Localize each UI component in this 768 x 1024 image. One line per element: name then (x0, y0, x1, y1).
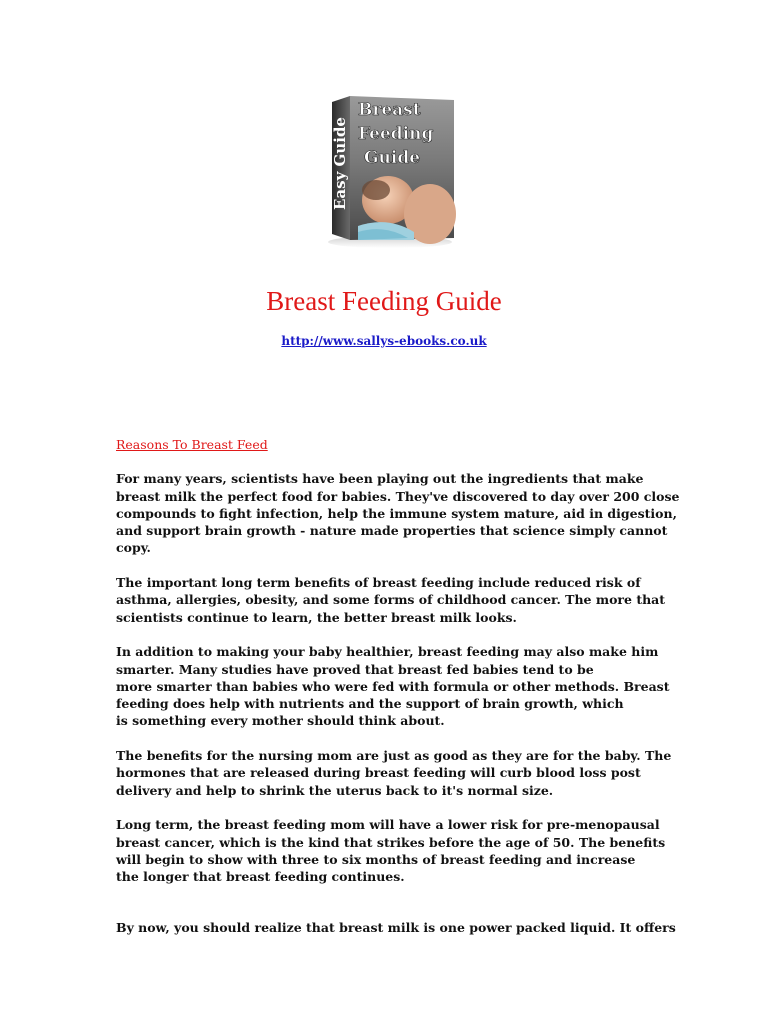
paragraph-line: smarter. Many studies have proved that breast fed babies tend to be (116, 661, 594, 677)
paragraph (116, 574, 676, 626)
paragraph-line: will begin to show with three to six months of breast feeding and increase (116, 851, 636, 867)
paragraphs (116, 470, 680, 936)
paragraph-line: In addition to making your baby healthier, breast feeding may also make him (116, 644, 659, 660)
paragraph-line: the longer that breast feeding continues. (116, 869, 405, 885)
paragraph (116, 919, 676, 936)
svg-text:Breast: Breast (358, 100, 421, 120)
paragraph-line: compounds to fight infection, help the immune system mature, aid in digestion, (116, 505, 677, 521)
website-link-container (0, 333, 768, 349)
paragraph (116, 470, 680, 556)
svg-text:Feeding: Feeding (358, 124, 434, 144)
paragraph-line: feeding does help with nutrients and the support of brain growth, which (116, 696, 624, 712)
svg-text:Easy Guide: Easy Guide (331, 117, 349, 210)
paragraph-line: delivery and help to shrink the uterus back to it's normal size. (116, 782, 554, 798)
paragraph-line: Long term, the breast feeding mom will have a lower risk for pre-menopausal (116, 817, 660, 833)
paragraph-line: scientists continue to learn, the better breast milk looks. (116, 609, 517, 625)
paragraph-line: is something every mother should think about. (116, 713, 445, 729)
section-heading: Reasons To Breast Feed (116, 437, 268, 452)
paragraph-line: more smarter than babies who were fed with formula or other methods. Breast (116, 678, 670, 694)
paragraph (116, 747, 676, 799)
paragraph-line: hormones that are released during breast feeding will curb blood loss post (116, 765, 641, 781)
ebook-cover-image (318, 92, 458, 252)
document-title: Breast Feeding Guide (266, 286, 502, 316)
paragraph-line: By now, you should realize that breast milk is one power packed liquid. It offers (116, 920, 676, 936)
paragraph (116, 816, 676, 885)
paragraph-line: breast cancer, which is the kind that strikes before the age of 50. The benefits (116, 834, 666, 850)
paragraph (116, 643, 676, 729)
paragraph-line: breast milk the perfect food for babies. They've discovered to day over 200 close (116, 488, 680, 504)
svg-text:Guide: Guide (364, 148, 421, 168)
document-body (116, 436, 680, 954)
paragraph-line: asthma, allergies, obesity, and some forms of childhood cancer. The more that (116, 592, 666, 608)
paragraph-line: The benefits for the nursing mom are just as good as they are for the baby. The (116, 748, 672, 764)
paragraph-line: and support brain growth - nature made properties that science simply cannot (116, 523, 668, 539)
website-link[interactable]: http://www.sallys-ebooks.co.uk (281, 334, 487, 348)
paragraph-line: copy. (116, 540, 151, 556)
paragraph-line: For many years, scientists have been playing out the ingredients that make (116, 471, 644, 487)
paragraph-line: The important long term benefits of breast feeding include reduced risk of (116, 575, 641, 591)
